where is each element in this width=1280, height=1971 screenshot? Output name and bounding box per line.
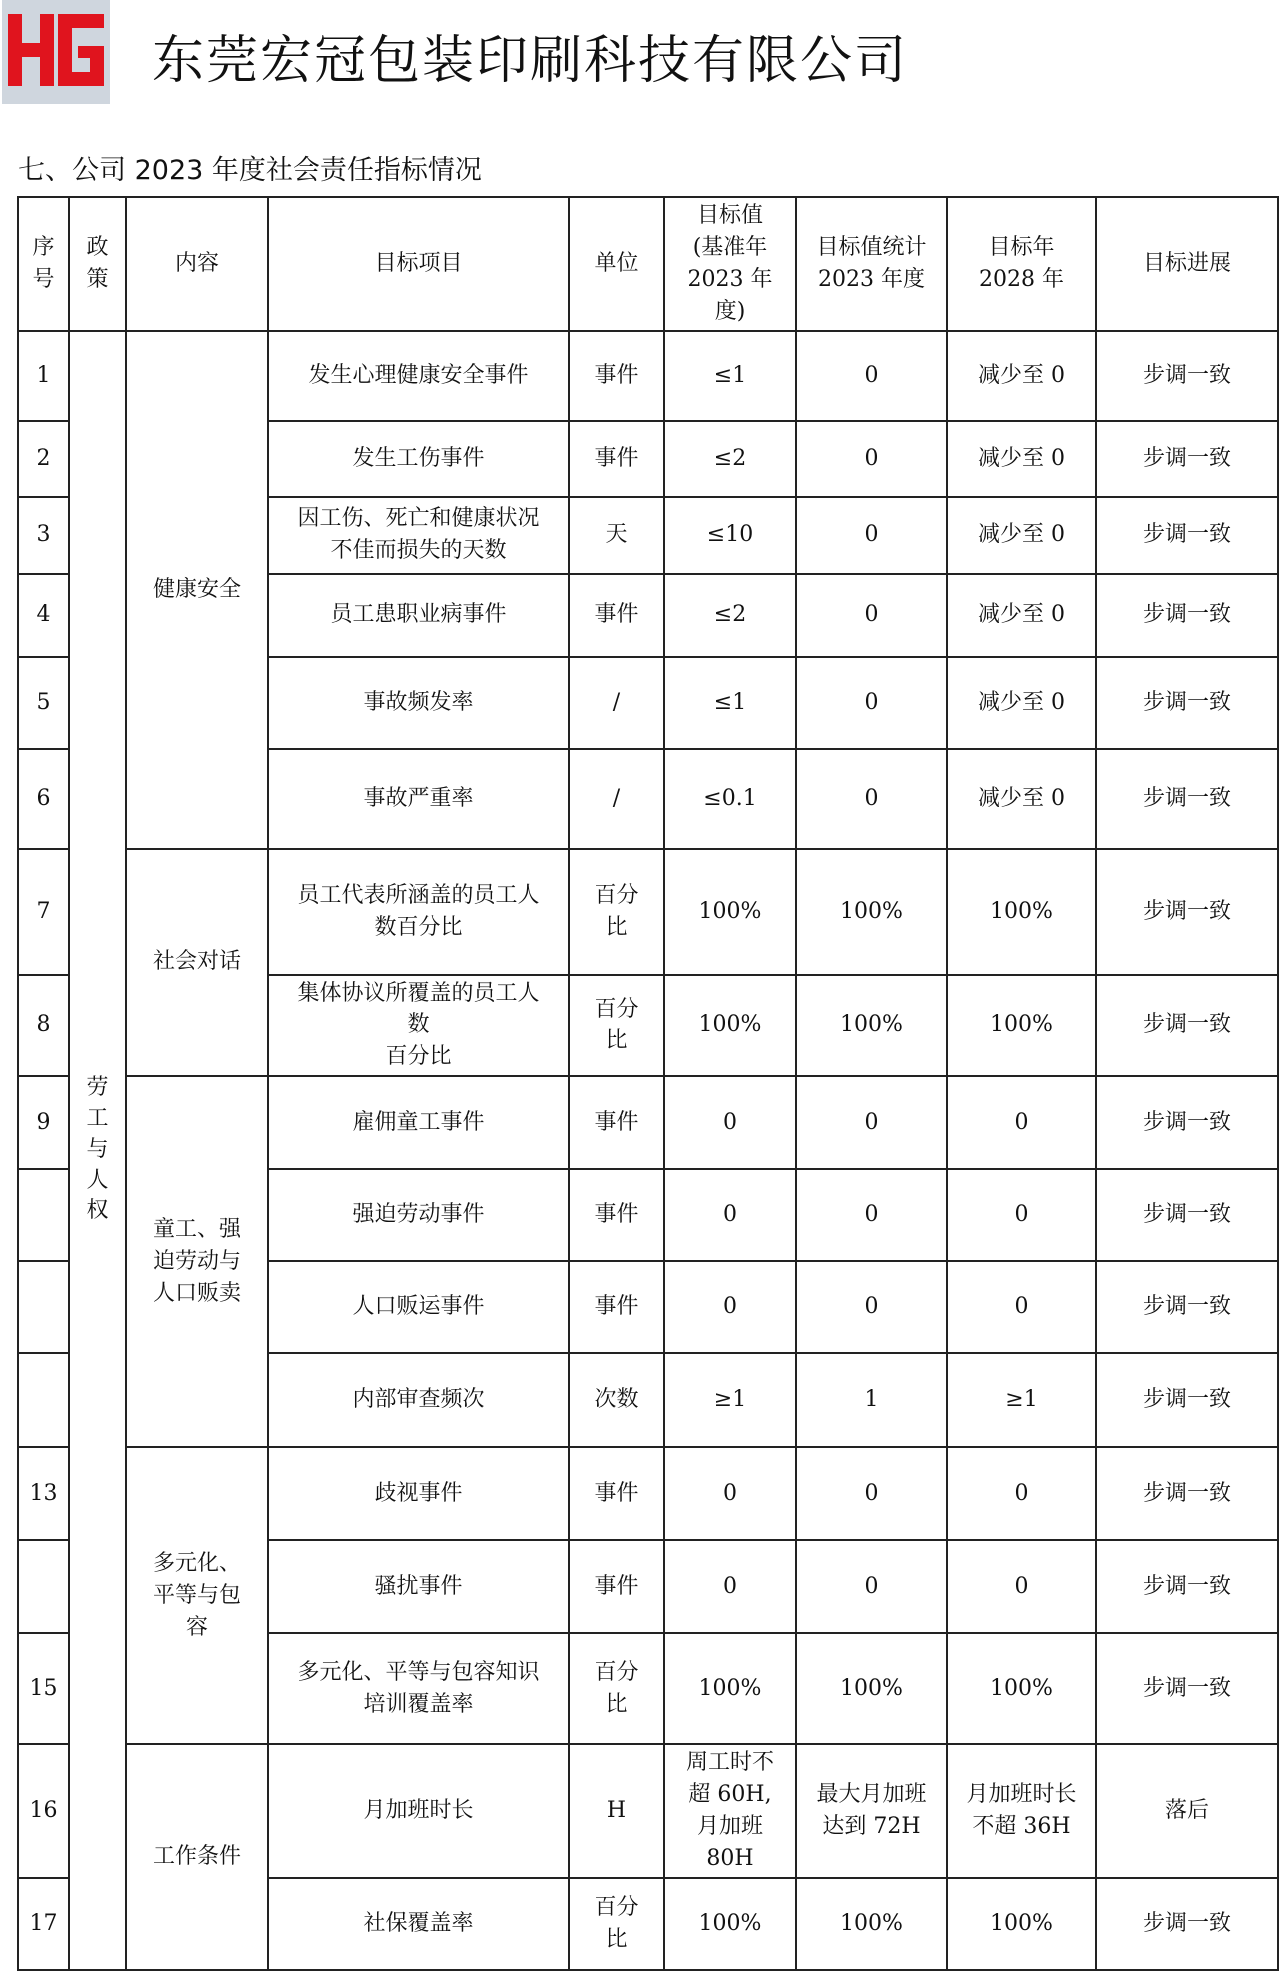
policy-group-labor-human-rights: 劳 工 与 人 权 [69,331,126,1970]
row-unit: 百分 比 [569,1633,664,1744]
header-unit: 单位 [569,197,664,331]
header-content: 内容 [126,197,268,331]
row-target-2028: 月加班时长 不超 36H [947,1744,1096,1878]
row-stat-2023: 0 [796,1169,947,1261]
row-target-2028: 减少至 0 [947,749,1096,849]
table-row [18,1744,1278,1878]
row-unit: 事件 [569,574,664,657]
group-working-conditions: 工作条件 [126,1744,268,1970]
row-target-2028: 0 [947,1261,1096,1353]
row-target-2028: 0 [947,1447,1096,1540]
row-unit: 百分 比 [569,849,664,975]
row-item: 雇佣童工事件 [268,1076,569,1169]
row-baseline: ≤1 [664,331,796,421]
row-unit: 事件 [569,1261,664,1353]
row-item: 内部审查频次 [268,1353,569,1447]
row-progress: 步调一致 [1096,574,1278,657]
row-target-2028: 减少至 0 [947,497,1096,574]
row-progress: 步调一致 [1096,1540,1278,1633]
row-target-2028: 减少至 0 [947,421,1096,497]
row-stat-2023: 100% [796,1878,947,1970]
row-seq [18,1261,69,1353]
row-seq: 2 [18,421,69,497]
row-target-2028: 0 [947,1076,1096,1169]
row-unit: / [569,749,664,849]
row-seq [18,1169,69,1261]
row-progress: 步调一致 [1096,421,1278,497]
row-stat-2023: 0 [796,331,947,421]
row-baseline: ≤0.1 [664,749,796,849]
row-baseline: 周工时不 超 60H, 月加班 80H [664,1744,796,1878]
row-stat-2023: 0 [796,749,947,849]
header-seq: 序 号 [18,197,69,331]
row-item: 发生心理健康安全事件 [268,331,569,421]
row-item: 集体协议所覆盖的员工人 数 百分比 [268,975,569,1077]
row-unit: 事件 [569,421,664,497]
row-unit: 事件 [569,331,664,421]
row-stat-2023: 100% [796,849,947,975]
row-baseline: 100% [664,975,796,1077]
row-baseline: 0 [664,1261,796,1353]
row-progress: 步调一致 [1096,1076,1278,1169]
row-item: 事故严重率 [268,749,569,849]
row-progress: 步调一致 [1096,331,1278,421]
row-unit: 天 [569,497,664,574]
row-seq: 1 [18,331,69,421]
row-progress: 落后 [1096,1744,1278,1878]
row-progress: 步调一致 [1096,975,1278,1077]
row-item: 员工患职业病事件 [268,574,569,657]
row-baseline: ≤10 [664,497,796,574]
row-stat-2023: 最大月加班 达到 72H [796,1744,947,1878]
row-baseline: 0 [664,1447,796,1540]
row-seq: 9 [18,1076,69,1169]
row-unit: 百分 比 [569,975,664,1077]
row-seq: 4 [18,574,69,657]
row-baseline: 100% [664,1633,796,1744]
group-diversity-inclusion: 多元化、 平等与包 容 [126,1447,268,1744]
row-progress: 步调一致 [1096,1633,1278,1744]
header-progress: 目标进展 [1096,197,1278,331]
header-target: 目标年 2028 年 [947,197,1096,331]
row-item: 员工代表所涵盖的员工人 数百分比 [268,849,569,975]
letterhead [0,0,1280,104]
row-item: 发生工伤事件 [268,421,569,497]
row-progress: 步调一致 [1096,849,1278,975]
row-progress: 步调一致 [1096,1261,1278,1353]
row-baseline: 0 [664,1169,796,1261]
csr-indicator-table [17,196,1279,1971]
row-progress: 步调一致 [1096,1447,1278,1540]
row-seq: 16 [18,1744,69,1878]
row-stat-2023: 0 [796,574,947,657]
row-baseline: 100% [664,849,796,975]
row-item: 月加班时长 [268,1744,569,1878]
section-title: 七、公司 2023 年度社会责任指标情况 [18,155,482,186]
header-stat: 目标值统计 2023 年度 [796,197,947,331]
row-item: 强迫劳动事件 [268,1169,569,1261]
row-unit: 事件 [569,1540,664,1633]
row-target-2028: 0 [947,1540,1096,1633]
row-stat-2023: 100% [796,1633,947,1744]
row-target-2028: ≥1 [947,1353,1096,1447]
row-baseline: 0 [664,1076,796,1169]
row-progress: 步调一致 [1096,749,1278,849]
row-stat-2023: 0 [796,1447,947,1540]
row-seq: 8 [18,975,69,1077]
row-stat-2023: 0 [796,657,947,749]
row-progress: 步调一致 [1096,1353,1278,1447]
row-unit: 事件 [569,1076,664,1169]
row-seq: 17 [18,1878,69,1970]
row-progress: 步调一致 [1096,1878,1278,1970]
row-baseline: 100% [664,1878,796,1970]
row-stat-2023: 0 [796,421,947,497]
row-item: 人口贩运事件 [268,1261,569,1353]
row-unit: 百分 比 [569,1878,664,1970]
row-seq: 5 [18,657,69,749]
row-progress: 步调一致 [1096,497,1278,574]
row-baseline: ≤2 [664,574,796,657]
table-row [18,331,1278,421]
row-target-2028: 0 [947,1169,1096,1261]
row-unit: 事件 [569,1169,664,1261]
row-stat-2023: 0 [796,497,947,574]
row-seq: 6 [18,749,69,849]
row-seq: 13 [18,1447,69,1540]
row-item: 事故频发率 [268,657,569,749]
row-progress: 步调一致 [1096,1169,1278,1261]
row-stat-2023: 1 [796,1353,947,1447]
row-seq: 15 [18,1633,69,1744]
group-social-dialogue: 社会对话 [126,849,268,1077]
row-stat-2023: 100% [796,975,947,1077]
group-child-forced-labor: 童工、强 迫劳动与 人口贩卖 [126,1076,268,1447]
header-policy: 政 策 [69,197,126,331]
table-row [18,1076,1278,1169]
table-row [18,849,1278,975]
row-baseline: ≤2 [664,421,796,497]
row-item: 多元化、平等与包容知识 培训覆盖率 [268,1633,569,1744]
row-target-2028: 减少至 0 [947,331,1096,421]
table-header-row [18,197,1278,331]
row-unit: / [569,657,664,749]
row-unit: 事件 [569,1447,664,1540]
company-logo [2,0,110,104]
row-unit: 次数 [569,1353,664,1447]
company-name: 东莞宏冠包装印刷科技有限公司 [152,31,909,91]
group-health-safety: 健康安全 [126,331,268,849]
header-item: 目标项目 [268,197,569,331]
header-baseline: 目标值 (基准年 2023 年 度) [664,197,796,331]
row-target-2028: 100% [947,1633,1096,1744]
row-target-2028: 100% [947,1878,1096,1970]
row-target-2028: 减少至 0 [947,657,1096,749]
row-seq: 7 [18,849,69,975]
row-seq: 3 [18,497,69,574]
row-target-2028: 100% [947,849,1096,975]
row-item: 因工伤、死亡和健康状况 不佳而损失的天数 [268,497,569,574]
row-unit: H [569,1744,664,1878]
table-row [18,1447,1278,1540]
row-stat-2023: 0 [796,1261,947,1353]
row-item: 社保覆盖率 [268,1878,569,1970]
row-seq [18,1540,69,1633]
row-seq [18,1353,69,1447]
row-item: 骚扰事件 [268,1540,569,1633]
row-baseline: 0 [664,1540,796,1633]
row-baseline: ≥1 [664,1353,796,1447]
row-item: 歧视事件 [268,1447,569,1540]
row-stat-2023: 0 [796,1540,947,1633]
row-target-2028: 减少至 0 [947,574,1096,657]
row-progress: 步调一致 [1096,657,1278,749]
row-target-2028: 100% [947,975,1096,1077]
hg-logo-icon [2,0,110,104]
row-stat-2023: 0 [796,1076,947,1169]
row-baseline: ≤1 [664,657,796,749]
